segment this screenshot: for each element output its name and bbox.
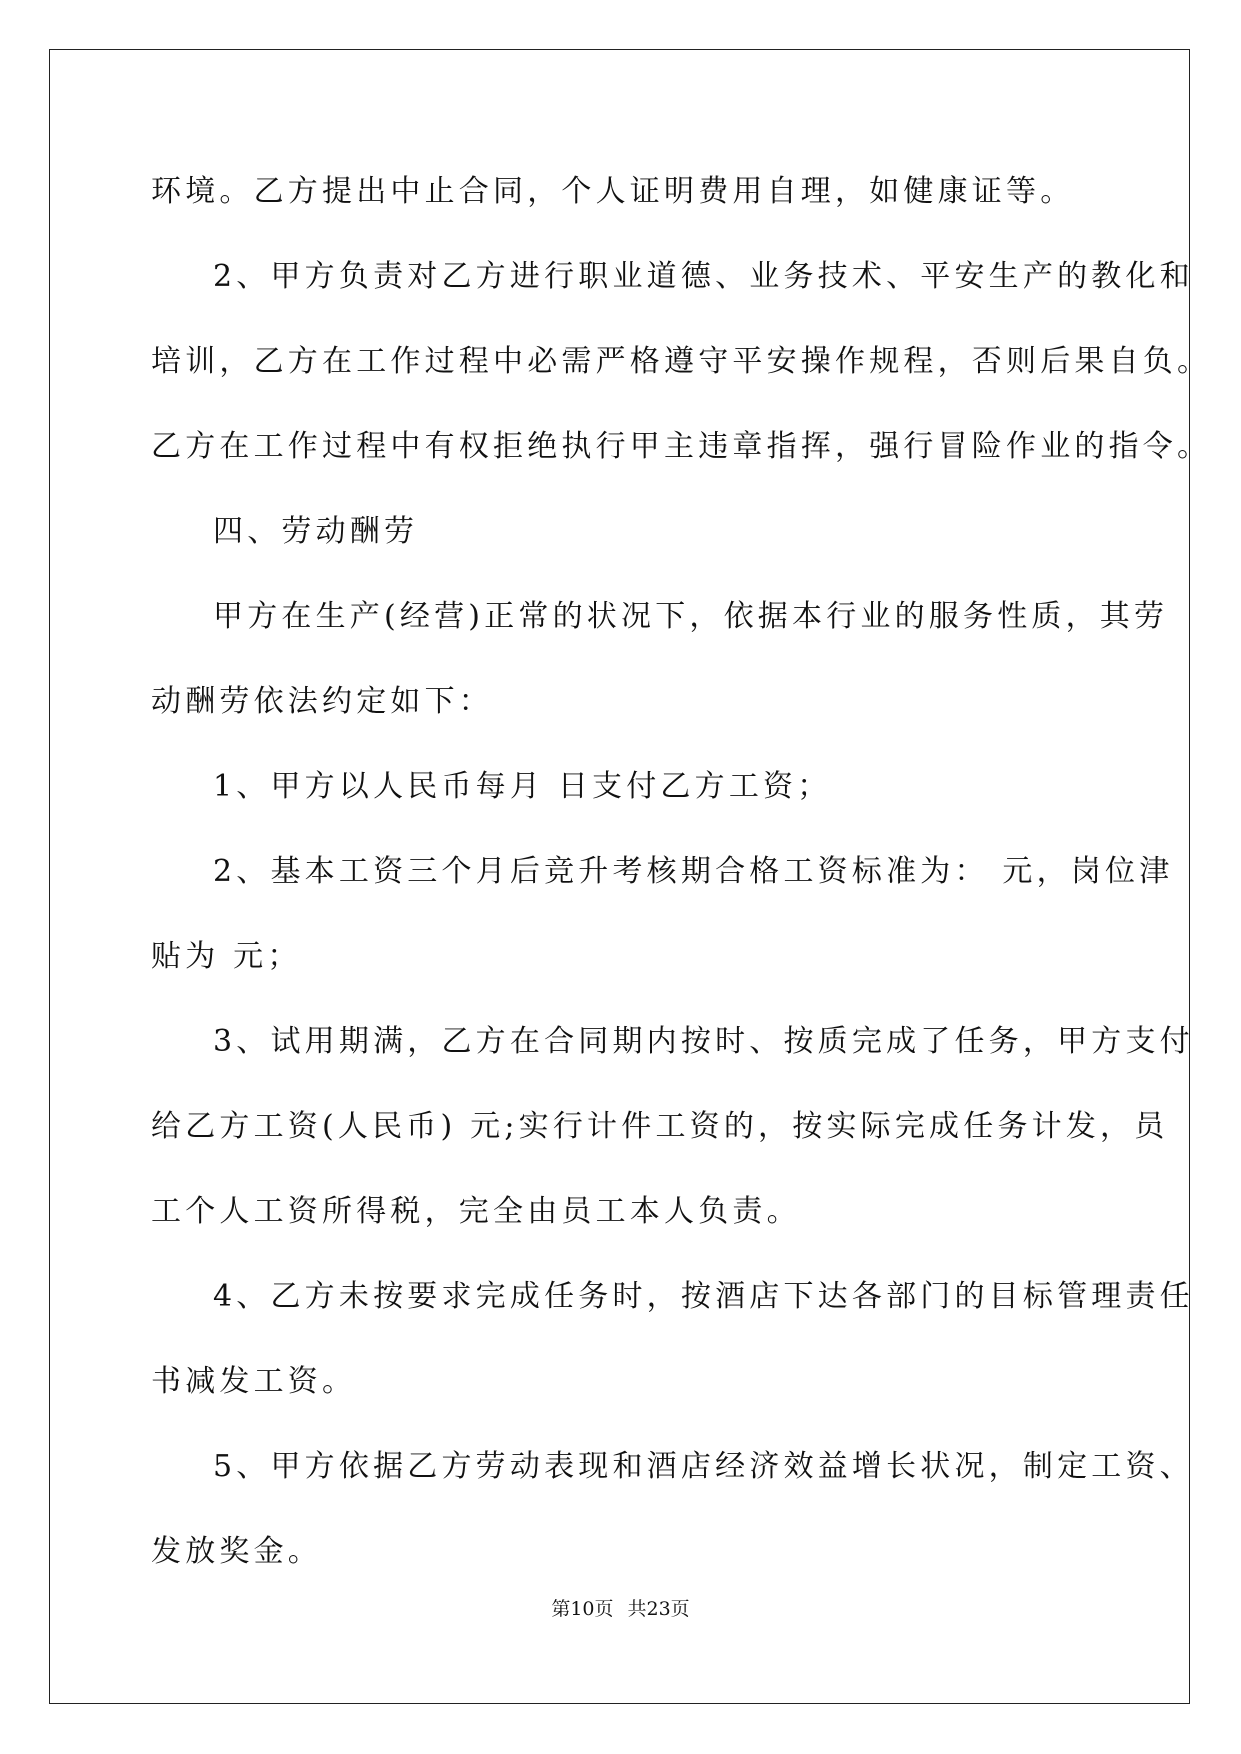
text-line-17: 发放奖金。 <box>151 1534 322 1569</box>
text-line-4: 乙方在工作过程中有权拒绝执行甲主违章指挥，强行冒险作业的指令。 <box>151 429 1212 464</box>
text-line-2: 2、甲方负责对乙方进行职业道德、业务技术、平安生产的教化和 <box>213 259 1194 294</box>
text-line-8: 1、甲方以人民币每月 日支付乙方工资； <box>213 769 832 804</box>
text-line-11: 3、试用期满，乙方在合同期内按时、按质完成了任务，甲方支付 <box>213 1024 1194 1059</box>
text-line-6: 甲方在生产(经营)正常的状况下，依据本行业的服务性质，其劳 <box>213 599 1169 634</box>
text-line-3: 培训，乙方在工作过程中必需严格遵守平安操作规程，否则后果自负。 <box>151 344 1212 379</box>
text-line-15: 书减发工资。 <box>151 1364 357 1399</box>
text-line-13: 工个人工资所得税，完全由员工本人负责。 <box>151 1194 801 1229</box>
text-line-12: 给乙方工资(人民币) 元;实行计件工资的，按实际完成任务计发，员 <box>151 1109 1169 1144</box>
text-line-7: 动酬劳依法约定如下： <box>151 684 493 719</box>
text-line-14: 4、乙方未按要求完成任务时，按酒店下达各部门的目标管理责任 <box>213 1279 1194 1314</box>
page-footer <box>0 1598 1241 1620</box>
document-body <box>151 162 1212 1607</box>
page-number-current: 第10页 <box>551 1598 614 1620</box>
text-line-16: 5、甲方依据乙方劳动表现和酒店经济效益增长状况，制定工资、 <box>213 1449 1194 1484</box>
page-number-total: 共23页 <box>627 1598 690 1620</box>
text-line-10: 贴为 元； <box>151 939 302 974</box>
text-line-1: 环境。乙方提出中止合同，个人证明费用自理，如健康证等。 <box>151 174 1075 209</box>
section-heading: 四、劳动酬劳 <box>213 514 419 549</box>
text-line-9: 2、基本工资三个月后竞升考核期合格工资标准为： 元，岗位津 <box>213 854 1174 889</box>
